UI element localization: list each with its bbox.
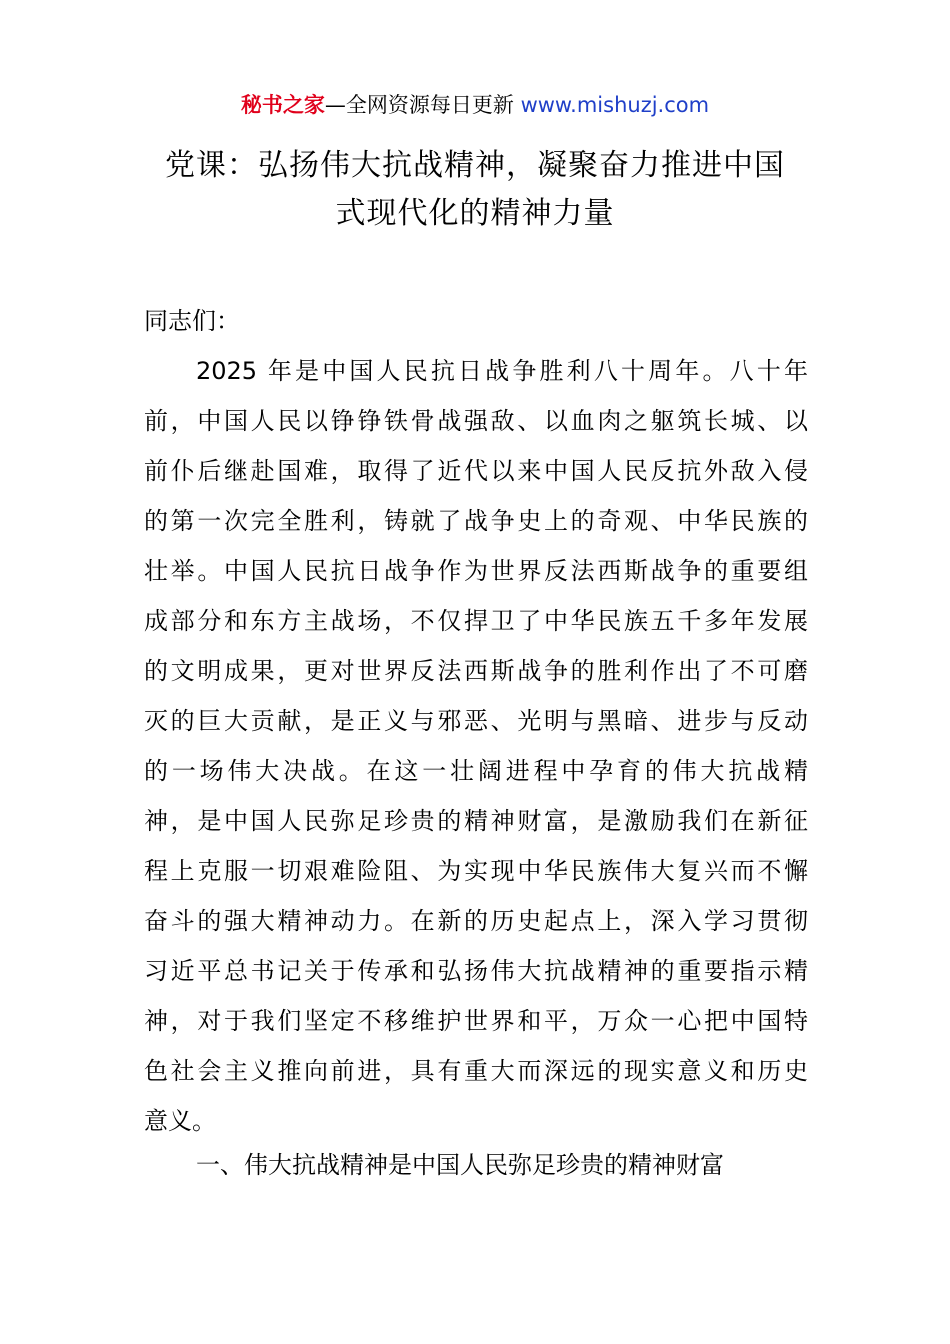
site-name: 秘书之家	[240, 93, 325, 117]
paragraph-line: 成部分和东方主战场，不仅捍卫了中华民族五千多年发展	[144, 607, 808, 635]
paragraph-line: 色社会主义推向前进，具有重大而深远的现实意义和历史	[144, 1057, 808, 1085]
title-line-2: 式现代化的精神力量	[335, 196, 615, 231]
site-header	[0, 88, 950, 122]
paragraph-line: 奋斗的强大精神动力。在新的历史起点上，深入学习贯彻	[144, 907, 808, 935]
section-heading: 一、伟大抗战精神是中国人民弥足珍贵的精神财富	[196, 1151, 724, 1179]
paragraph-line: 壮举。中国人民抗日战争作为世界反法西斯战争的重要组	[144, 557, 808, 585]
paragraph-line: 的文明成果，更对世界反法西斯战争的胜利作出了不可磨	[144, 657, 808, 685]
site-tagline: —全网资源每日更新	[324, 93, 521, 117]
document-title	[140, 142, 810, 238]
title-line-1: 党课：弘扬伟大抗战精神，凝聚奋力推进中国	[165, 148, 785, 183]
paragraph-line: 神，对于我们坚定不移维护世界和平，万众一心把中国特	[144, 1007, 808, 1035]
paragraph-line: 的第一次完全胜利，铸就了战争史上的奇观、中华民族的	[144, 507, 808, 535]
paragraph-line: 习近平总书记关于传承和弘扬伟大抗战精神的重要指示精	[144, 957, 808, 985]
site-url-link[interactable]: www.mishuzj.com	[520, 93, 710, 117]
paragraph-line: 前，中国人民以铮铮铁骨战强敌、以血肉之躯筑长城、以	[144, 407, 808, 435]
paragraph-line: 前仆后继赴国难，取得了近代以来中国人民反抗外敌入侵	[144, 457, 808, 485]
paragraph-line: 灭的巨大贡献，是正义与邪恶、光明与黑暗、进步与反动	[144, 707, 808, 735]
paragraph-line: 神，是中国人民弥足珍贵的精神财富，是激励我们在新征	[144, 807, 808, 835]
paragraph-line: 意义。	[144, 1107, 216, 1135]
paragraph-line: 程上克服一切艰难险阻、为实现中华民族伟大复兴而不懈	[144, 857, 808, 885]
paragraph-line: 的一场伟大决战。在这一壮阔进程中孕育的伟大抗战精	[144, 757, 808, 785]
paragraph-line: 2025 年是中国人民抗日战争胜利八十周年。八十年	[196, 357, 808, 385]
greeting: 同志们：	[144, 307, 240, 335]
body-paragraph	[144, 346, 808, 1146]
